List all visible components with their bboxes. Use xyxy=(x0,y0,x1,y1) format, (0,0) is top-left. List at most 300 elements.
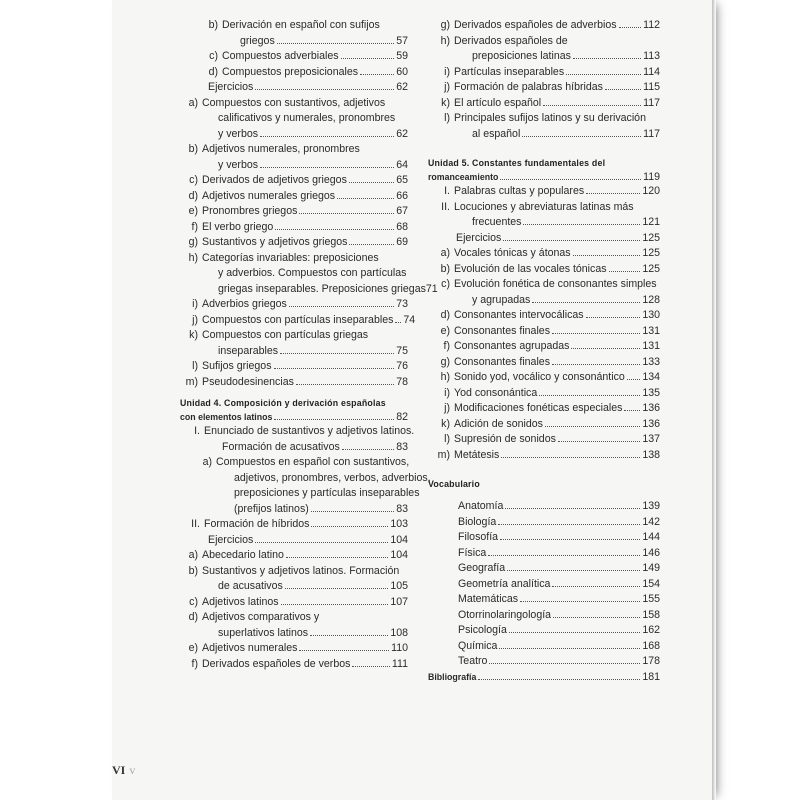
page-ref: 113 xyxy=(643,50,660,62)
entry-text: Locuciones y abreviaturas latinas más xyxy=(454,200,634,213)
toc-entry xyxy=(428,561,660,577)
entry-text: adjetivos, pronombres, verbos, adverbios, xyxy=(234,471,431,484)
toc-entry-continuation xyxy=(180,111,408,127)
page-ref: 104 xyxy=(390,549,408,561)
toc-entry xyxy=(428,530,660,546)
toc-entry xyxy=(180,18,408,34)
entry-text: y adverbios. Compuestos con partículas xyxy=(218,267,407,279)
dot-leader xyxy=(289,306,394,307)
toc-entry xyxy=(428,515,660,531)
dot-leader xyxy=(349,182,394,183)
toc-entry xyxy=(180,359,408,375)
entry-label: i) xyxy=(192,298,198,310)
entry-text: Geometría analítica xyxy=(458,577,551,590)
toc-entry xyxy=(428,448,660,464)
dot-leader xyxy=(341,58,395,59)
page-ref: 162 xyxy=(642,624,660,636)
dot-leader xyxy=(501,457,640,458)
entry-text: Pronombres griegos xyxy=(202,205,298,217)
entry-text: Principales sufijos latinos y su derivación xyxy=(454,112,646,124)
toc-entry xyxy=(428,355,660,371)
entry-text: Categorías invariables: preposiciones xyxy=(202,251,379,264)
page-ref: 60 xyxy=(396,65,408,78)
page-ref: 135 xyxy=(642,386,660,399)
toc-entry xyxy=(428,546,660,562)
dot-leader xyxy=(499,648,640,649)
entry-text: y verbos xyxy=(218,158,259,171)
entry-text: Consonantes finales xyxy=(454,355,550,368)
dot-leader xyxy=(505,508,640,509)
toc-entry xyxy=(428,499,660,515)
toc-entry-continuation xyxy=(180,266,408,282)
toc-entry xyxy=(428,80,660,96)
section-heading: Unidad 5. Constantes fundamentales del xyxy=(428,158,606,168)
page-ref: 74 xyxy=(403,313,416,326)
entry-text: Psicología xyxy=(458,624,507,636)
toc-entry-continuation xyxy=(180,626,408,642)
dot-leader xyxy=(274,419,394,420)
entry-label: b) xyxy=(440,262,450,275)
dot-leader xyxy=(507,570,640,571)
entry-label: i) xyxy=(444,386,450,399)
entry-label: b) xyxy=(188,564,198,577)
page-ref: 62 xyxy=(396,81,408,93)
entry-label: I. xyxy=(194,425,200,437)
entry-text: Sufijos griegos xyxy=(202,360,272,372)
entry-text: Derivados españoles de adverbios xyxy=(454,19,617,31)
entry-text: Compuestos preposicionales xyxy=(222,65,359,78)
dot-leader xyxy=(255,542,388,543)
dot-leader xyxy=(478,679,640,680)
dot-leader xyxy=(310,635,388,636)
entry-text: Anatomía xyxy=(458,500,504,512)
entry-label: a) xyxy=(188,96,198,109)
page-ref: 69 xyxy=(396,236,408,248)
entry-label: d) xyxy=(188,611,198,623)
toc-entry-continuation xyxy=(180,440,408,456)
entry-text: Sustantivos y adjetivos griegos xyxy=(202,236,348,248)
entry-text: Derivados españoles de xyxy=(454,34,568,47)
toc-entry xyxy=(428,432,660,448)
toc-entry xyxy=(180,595,408,611)
toc-entry xyxy=(180,455,408,471)
toc-entry xyxy=(180,375,408,391)
entry-text: Física xyxy=(458,546,487,559)
toc-entry-continuation xyxy=(180,471,431,487)
entry-label: c) xyxy=(189,174,198,186)
bibliography-entry xyxy=(428,670,660,684)
toc-entry xyxy=(180,641,408,657)
toc-entry xyxy=(428,18,660,34)
page-ref: 117 xyxy=(643,96,660,109)
entry-text: frecuentes xyxy=(472,216,522,228)
toc-column-left xyxy=(180,18,438,672)
entry-text: al español xyxy=(472,127,521,140)
entry-label: f) xyxy=(191,657,198,670)
dot-leader xyxy=(299,213,394,214)
page-ref: 136 xyxy=(642,402,660,414)
entry-label: b) xyxy=(188,143,198,155)
page-ref: 57 xyxy=(396,34,408,47)
entry-text: griegas inseparables. Preposiciones griegas xyxy=(218,282,426,295)
dot-leader xyxy=(509,632,640,633)
dot-leader xyxy=(566,74,641,75)
entry-text: Compuestos en español con sustantivos, xyxy=(216,456,410,468)
entry-text: Evolución fonética de consonantes simples xyxy=(454,278,657,290)
entry-text: Metátesis xyxy=(454,448,500,461)
dot-leader xyxy=(260,136,394,137)
entry-label: l) xyxy=(444,433,450,445)
toc-entry-continuation xyxy=(180,579,408,595)
dot-leader xyxy=(522,136,641,137)
section-heading-continuation xyxy=(180,410,408,424)
entry-text: preposiciones latinas xyxy=(472,50,571,62)
entry-text: Pseudodesinencias xyxy=(202,375,294,388)
entry-label: h) xyxy=(440,34,450,47)
dot-leader xyxy=(299,650,389,651)
page-ref: 119 xyxy=(643,171,660,183)
toc-entry xyxy=(180,424,415,440)
page-ref: 155 xyxy=(642,593,660,605)
toc-entry xyxy=(428,654,660,670)
dot-leader xyxy=(311,511,394,512)
toc-entry-continuation xyxy=(180,282,438,298)
entry-text: Derivados españoles de verbos xyxy=(202,657,351,670)
entry-label: h) xyxy=(440,371,450,383)
entry-label: f) xyxy=(191,220,198,233)
page-ref: 139 xyxy=(642,500,660,512)
entry-text: Partículas inseparables xyxy=(454,65,565,78)
toc-entry xyxy=(428,370,660,386)
toc-entry xyxy=(428,262,660,278)
toc-entry xyxy=(428,277,660,293)
entry-label: d) xyxy=(208,65,218,78)
entry-text: El verbo griego xyxy=(202,220,274,233)
page-ref: 59 xyxy=(396,50,408,62)
dot-leader xyxy=(523,224,640,225)
page-ref: 125 xyxy=(642,262,660,275)
entry-text: Derivación en español con sufijos xyxy=(222,19,380,31)
entry-text: (prefijos latinos) xyxy=(234,502,309,515)
page-ref: 78 xyxy=(396,375,408,388)
entry-text: calificativos y numerales, pronombres xyxy=(218,112,396,124)
section-heading: Vocabulario xyxy=(428,479,480,489)
toc-entry xyxy=(428,308,660,324)
page-ref: 114 xyxy=(643,65,660,78)
spacer xyxy=(428,142,660,150)
dot-leader xyxy=(296,384,394,385)
entry-label: k) xyxy=(441,417,450,430)
entry-label: c) xyxy=(209,50,218,62)
dot-leader xyxy=(624,410,640,411)
folio-mark: v xyxy=(129,763,136,777)
entry-text: Biología xyxy=(458,515,497,528)
toc-entry-continuation xyxy=(428,49,660,65)
entry-text: Evolución de las vocales tónicas xyxy=(454,262,607,275)
dot-leader xyxy=(286,557,388,558)
dot-leader xyxy=(571,348,640,349)
entry-text: Adición de sonidos xyxy=(454,417,543,430)
toc-entry-continuation xyxy=(180,344,408,360)
dot-leader xyxy=(277,43,394,44)
page-ref: 68 xyxy=(396,220,408,233)
entry-label: e) xyxy=(188,205,198,217)
dot-leader xyxy=(498,524,640,525)
toc-entry xyxy=(180,297,408,313)
dot-leader xyxy=(488,555,640,556)
dot-leader xyxy=(311,526,388,527)
dot-leader xyxy=(552,586,640,587)
toc-entry xyxy=(428,386,660,402)
dot-leader xyxy=(489,663,640,664)
entry-text: inseparables xyxy=(218,344,279,357)
toc-entry xyxy=(180,328,408,344)
entry-label: j) xyxy=(444,81,450,93)
dot-leader xyxy=(532,302,640,303)
page-ref: 107 xyxy=(390,595,408,608)
toc-entry xyxy=(428,111,660,127)
section-heading-continuation xyxy=(428,170,660,184)
entry-text: Otorrinolaringología xyxy=(458,608,552,621)
entry-label: f) xyxy=(443,340,450,352)
page-ref: 112 xyxy=(643,19,660,31)
toc-entry xyxy=(180,235,408,251)
dot-leader xyxy=(255,89,394,90)
page-ref: 108 xyxy=(390,626,408,639)
toc-entry xyxy=(428,401,660,417)
spacer xyxy=(428,491,660,499)
dot-leader xyxy=(605,89,641,90)
entry-label: e) xyxy=(440,324,450,337)
page-ref: 131 xyxy=(642,340,660,352)
entry-text: Enunciado de sustantivos y adjetivos latinos. xyxy=(204,425,415,437)
toc-entry xyxy=(428,623,660,639)
entry-label: i) xyxy=(444,65,450,78)
entry-text: Matemáticas xyxy=(458,593,519,605)
entry-label: d) xyxy=(188,189,198,202)
dot-leader xyxy=(395,322,401,323)
toc-entry xyxy=(180,173,408,189)
page-ref: 121 xyxy=(642,216,660,228)
toc-entry xyxy=(428,592,660,608)
entry-text: Compuestos adverbiales xyxy=(222,50,339,62)
page-ref: 181 xyxy=(642,670,660,683)
page-ref: 138 xyxy=(642,448,660,461)
page-ref: 144 xyxy=(642,531,660,543)
entry-label: a) xyxy=(202,456,212,468)
toc-entry xyxy=(428,200,660,216)
spacer xyxy=(428,463,660,471)
entry-text: Modificaciones fonéticas especiales xyxy=(454,402,623,414)
entry-label: e) xyxy=(188,642,198,654)
entry-text: Compuestos con partículas griegas xyxy=(202,329,369,341)
page-ref: 142 xyxy=(642,515,660,528)
page-ref: 168 xyxy=(642,639,660,652)
entry-text: Compuestos con sustantivos, adjetivos xyxy=(202,96,386,109)
toc-entry xyxy=(180,533,408,549)
page-ref: 65 xyxy=(396,174,408,186)
toc-entry xyxy=(180,220,408,236)
toc-entry-continuation xyxy=(428,215,660,231)
entry-label: II. xyxy=(191,518,200,530)
toc-entry xyxy=(180,49,408,65)
entry-label: a) xyxy=(440,247,450,259)
entry-label: g) xyxy=(440,19,450,31)
dot-leader xyxy=(520,601,640,602)
entry-label: j) xyxy=(444,402,450,414)
page-ref: 76 xyxy=(396,360,408,372)
page-ref: 115 xyxy=(643,81,660,93)
page-ref: 71 xyxy=(425,282,438,295)
page-ref: 130 xyxy=(642,309,660,321)
dot-leader xyxy=(274,368,395,369)
dot-leader xyxy=(342,449,394,450)
dot-leader xyxy=(352,666,389,667)
page-ref: 120 xyxy=(642,185,660,197)
page-ref: 125 xyxy=(642,247,660,259)
toc-entry-continuation xyxy=(180,502,408,518)
page-ref: 131 xyxy=(642,324,660,337)
entry-label: c) xyxy=(441,278,450,290)
toc-entry xyxy=(180,204,408,220)
page-ref: 125 xyxy=(642,231,660,244)
entry-text: Adjetivos latinos xyxy=(202,595,279,608)
entry-label: l) xyxy=(192,360,198,372)
entry-text: Teatro xyxy=(458,655,488,667)
dot-leader xyxy=(586,193,640,194)
dot-leader xyxy=(627,379,641,380)
entry-label: j) xyxy=(192,313,198,326)
toc-entry xyxy=(180,657,408,673)
entry-text: Química xyxy=(458,639,498,652)
section-heading: Unidad 4. Composición y derivación españolas xyxy=(180,398,386,408)
dot-leader xyxy=(609,271,641,272)
entry-text: Ejercicios xyxy=(208,81,254,93)
page-ref: 111 xyxy=(391,657,408,670)
page-ref: 133 xyxy=(642,355,660,368)
toc-entry xyxy=(428,65,660,81)
entry-text: Sustantivos y adjetivos latinos. Formación xyxy=(202,564,400,577)
entry-label: I. xyxy=(444,185,450,197)
toc-entry xyxy=(180,65,408,81)
entry-text: Formación de palabras híbridas xyxy=(454,81,603,93)
entry-label: g) xyxy=(440,355,450,368)
entry-text: preposiciones y partículas inseparables xyxy=(234,487,420,499)
entry-text: Compuestos con partículas inseparables xyxy=(202,313,394,326)
dot-leader xyxy=(573,58,641,59)
entry-text: Formación de híbridos xyxy=(204,518,310,530)
toc-entry xyxy=(180,564,408,580)
page-ref: 134 xyxy=(642,371,660,383)
toc-entry xyxy=(180,251,408,267)
entry-text: Adjetivos numerales xyxy=(202,642,298,654)
toc-entry xyxy=(428,339,660,355)
toc-entry xyxy=(428,96,660,112)
dot-leader xyxy=(558,441,640,442)
toc-entry xyxy=(180,548,408,564)
toc-entry xyxy=(428,324,660,340)
toc-entry xyxy=(428,34,660,50)
entry-text: Geografía xyxy=(458,562,506,574)
dot-leader xyxy=(349,244,394,245)
dot-leader xyxy=(539,395,640,396)
entry-text: Adjetivos comparativos y xyxy=(202,611,320,623)
toc-entry xyxy=(180,610,408,626)
page-ref: 158 xyxy=(642,608,660,621)
entry-text: Abecedario latino xyxy=(202,549,284,561)
heading-text: romanceamiento xyxy=(428,172,499,182)
toc-entry xyxy=(428,231,660,247)
dot-leader xyxy=(500,539,640,540)
dot-leader xyxy=(337,198,394,199)
entry-label: d) xyxy=(440,309,450,321)
entry-text: Sonido yod, vocálico y consonántico xyxy=(454,371,625,383)
page-ref: 83 xyxy=(396,440,408,453)
entry-text: Palabras cultas y populares xyxy=(454,185,585,197)
entry-text: Formación de acusativos xyxy=(222,440,340,453)
dot-leader xyxy=(260,167,394,168)
entry-label: II. xyxy=(441,200,450,213)
entry-label: a) xyxy=(188,549,198,561)
entry-text: superlativos latinos xyxy=(218,626,309,639)
page-ref: 146 xyxy=(642,546,660,559)
entry-text: Adjetivos numerales, pronombres xyxy=(202,143,360,155)
toc-entry-continuation xyxy=(180,127,408,143)
page-ref: 105 xyxy=(390,580,408,592)
entry-label: g) xyxy=(188,236,198,248)
page-ref: 62 xyxy=(396,127,408,140)
dot-leader xyxy=(543,105,641,106)
toc-entry-continuation xyxy=(428,293,660,309)
dot-leader xyxy=(503,240,640,241)
page-ref: 110 xyxy=(391,642,408,654)
entry-text: de acusativos xyxy=(218,580,283,592)
dot-leader xyxy=(285,588,389,589)
dot-leader xyxy=(552,333,640,334)
page-ref: 103 xyxy=(390,518,408,530)
toc-entry xyxy=(180,96,408,112)
toc-entry-continuation xyxy=(180,34,408,50)
entry-text: Adjetivos numerales griegos xyxy=(202,189,336,202)
toc-entry xyxy=(180,517,408,533)
dot-leader xyxy=(619,27,642,28)
entry-text: Adverbios griegos xyxy=(202,298,287,310)
page-ref: 137 xyxy=(642,433,660,445)
toc-entry-continuation xyxy=(180,486,420,502)
page-ref: 128 xyxy=(642,293,660,306)
toc-entry-continuation xyxy=(180,158,408,174)
entry-label: h) xyxy=(188,251,198,264)
toc-entry xyxy=(180,313,416,329)
page-ref: 149 xyxy=(642,562,660,574)
page-ref: 178 xyxy=(642,655,660,667)
page-ref: 73 xyxy=(396,298,408,310)
toc-entry xyxy=(428,639,660,655)
page-ref: 67 xyxy=(396,205,408,217)
page-ref: 64 xyxy=(396,158,408,171)
toc-entry xyxy=(428,417,660,433)
dot-leader xyxy=(280,353,394,354)
dot-leader xyxy=(360,74,394,75)
toc-entry xyxy=(428,577,660,593)
page-ref: 117 xyxy=(643,127,660,140)
toc-entry xyxy=(180,189,408,205)
entry-text: griegos xyxy=(240,34,275,47)
toc-entry xyxy=(180,142,408,158)
dot-leader xyxy=(586,317,641,318)
dot-leader xyxy=(553,617,640,618)
entry-text: Derivados de adjetivos griegos xyxy=(202,174,347,186)
